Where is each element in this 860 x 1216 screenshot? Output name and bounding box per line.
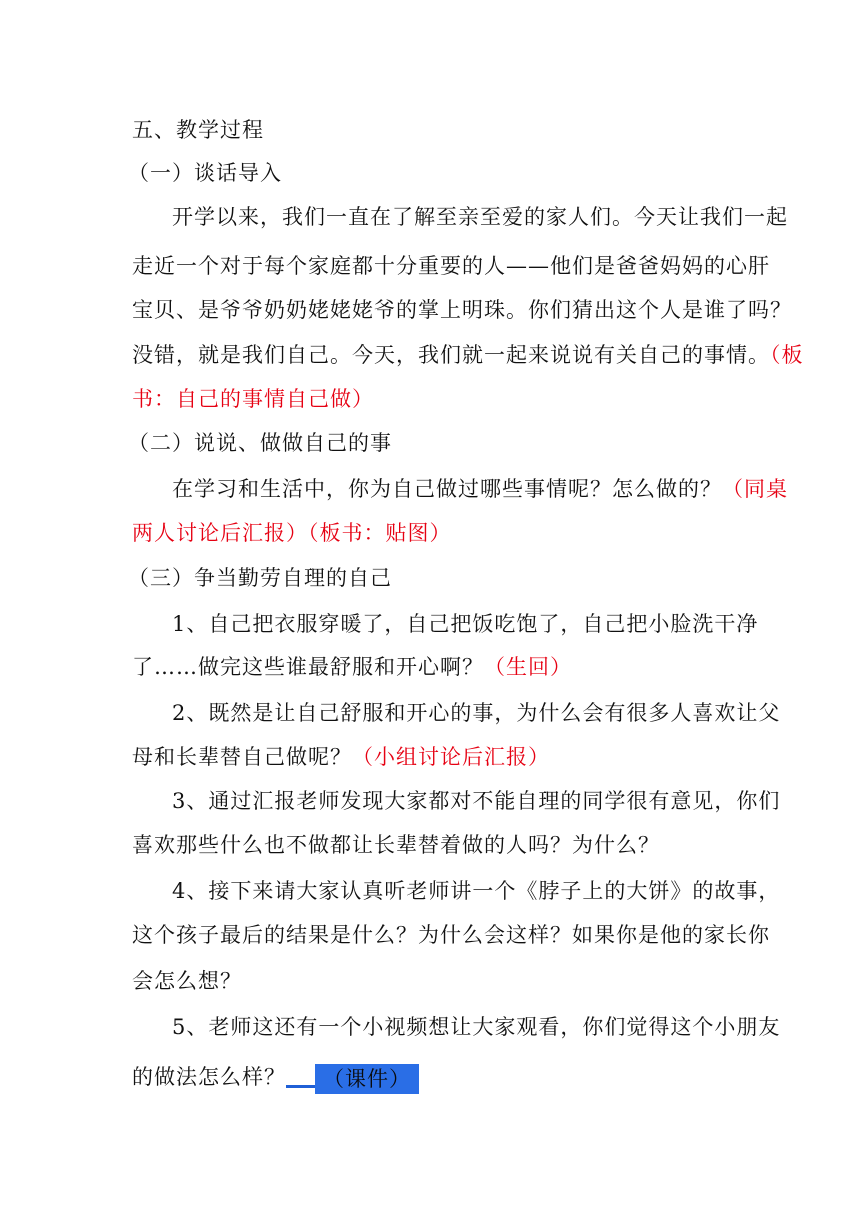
paragraph-line: 宝贝、是爷爷奶奶姥姥姥爷的掌上明珠。你们猜出这个人是谁了吗？ [132,298,792,322]
activity-note: （同桌 [722,477,788,501]
item-2-line [132,742,550,772]
group-discussion-note: （小组讨论后汇报） [352,745,550,769]
paragraph-line: 走近一个对于每个家庭都十分重要的人——他们是爸爸妈妈的心肝 [132,254,770,278]
item-3-line: 喜欢那些什么也不做都让长辈替着做的人吗？为什么？ [132,833,660,857]
activity-note-continued: 两人讨论后汇报）（板书：贴图） [132,521,452,545]
section-heading: 五、教学过程 [132,118,264,142]
item-1-line: 1、自己把衣服穿暖了，自己把饭吃饱了，自己把小脸洗干净 [172,612,759,636]
paragraph-line: 开学以来，我们一直在了解至亲至爱的家人们。今天让我们一起 [172,205,788,229]
paragraph-text: 在学习和生活中，你为自己做过哪些事情呢？怎么做的？ [172,477,722,501]
board-note-continued: 书：自己的事情自己做） [132,387,374,411]
item-5-line [132,1062,419,1094]
item-3-line: 3、通过汇报老师发现大家都对不能自理的同学很有意见，你们 [172,789,781,813]
item-text: 母和长辈替自己做呢？ [132,745,352,769]
item-4-line: 4、接下来请大家认真听老师讲一个《脖子上的大饼》的故事， [172,879,781,903]
item-text: 了……做完这些谁最舒服和开心啊？ [132,655,484,679]
item-4-line: 这个孩子最后的结果是什么？为什么会这样？如果你是他的家长你 [132,923,770,947]
section-2-title: （二）说说、做做自己的事 [128,431,392,455]
board-note: （板 [770,343,804,367]
item-2-line: 2、既然是让自己舒服和开心的事，为什么会有很多人喜欢让父 [172,701,781,725]
item-text: 的做法怎么样？ [132,1065,286,1089]
item-4-line: 会怎么想？ [132,969,242,993]
courseware-tag[interactable]: （课件） [315,1064,419,1094]
item-5-line: 5、老师这还有一个小视频想让大家观看，你们觉得这个小朋友 [172,1015,781,1039]
paragraph-line [172,474,788,504]
paragraph-line [132,340,804,370]
section-3-title: （三）争当勤劳自理的自己 [128,566,392,590]
item-1-line [132,652,572,682]
paragraph-text: 没错，就是我们自己。今天，我们就一起来说说有关自己的事情。 [132,343,770,367]
section-1-title: （一）谈话导入 [128,161,282,185]
text-cursor-underline [286,1085,316,1088]
student-answer-note: （生回） [484,655,572,679]
